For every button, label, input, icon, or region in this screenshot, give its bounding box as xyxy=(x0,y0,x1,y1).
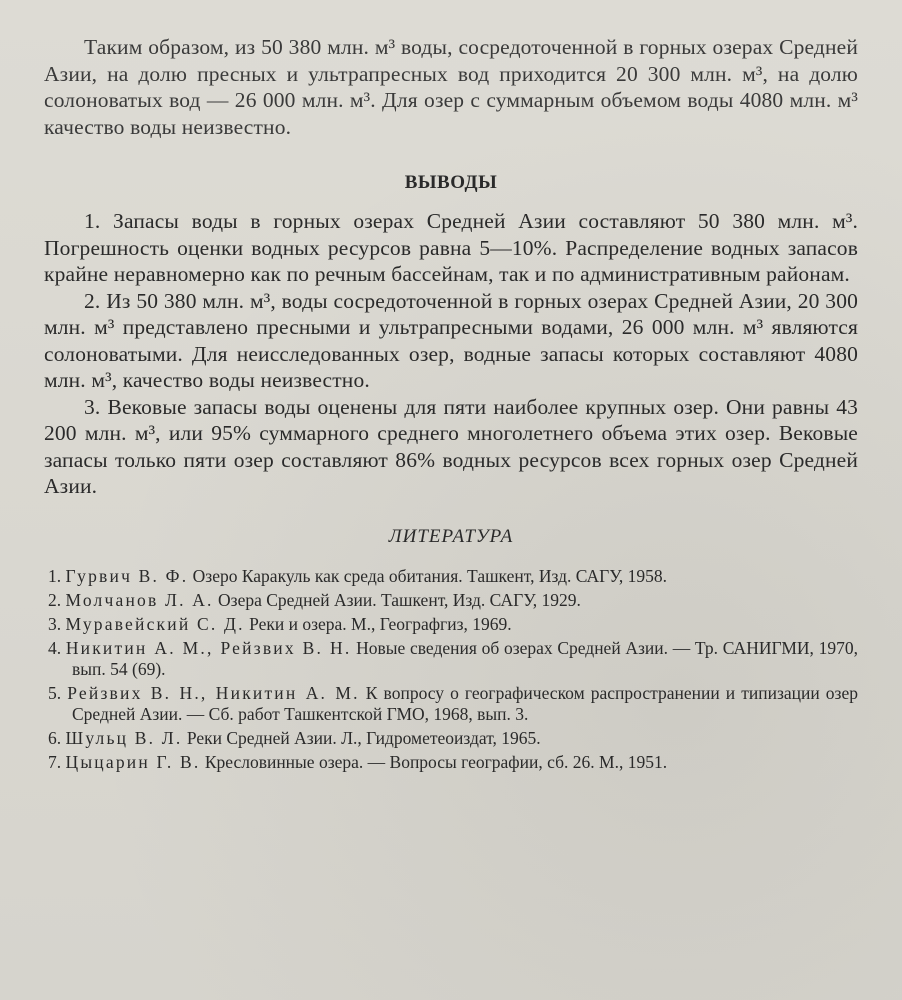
entry-number: 2. xyxy=(48,589,62,610)
entry-author: Гурвич В. Ф. xyxy=(65,565,189,586)
entry-text: Реки и озера. М., Географгиз, 1969. xyxy=(244,613,512,634)
intro-paragraph: Таким образом, из 50 380 млн. м³ воды, сосредоточенной в горных озерах Средней Азии, на долю пресных и ультрапресных вод приходится 20 300 млн. м³, на долю солоноватых вод — 26 000 млн. м³. Для озер с суммарным объемом воды 4080 млн. м³ качество воды неизвестно. xyxy=(44,35,858,139)
literature-heading: ЛИТЕРАТУРА xyxy=(388,525,514,547)
document-page xyxy=(44,34,858,776)
literature-entry xyxy=(44,590,858,611)
entry-text: Озера Средней Азии. Ташкент, Изд. САГУ, 1929. xyxy=(213,589,581,610)
literature-list xyxy=(44,566,858,773)
literature-entry xyxy=(44,638,858,680)
entry-text: Кресловинные озера. — Вопросы географии, сб. 26. М., 1951. xyxy=(200,751,668,772)
conclusion-item: 2. Из 50 380 млн. м³, воды сосредоточенной в горных озерах Средней Азии, 20 300 млн. м³ представлено пресными и ультрапресными водами, 26 000 млн. м³ являются солоноватыми. Для неисследованных озер, водные запасы которых составляют 4080 млн. м³, качество воды неизвестно. xyxy=(44,288,858,392)
entry-text: Реки Средней Азии. Л., Гидрометеоиздат, 1965. xyxy=(182,727,541,748)
entry-author: Никитин А. М., Рейзвих В. Н. xyxy=(65,637,352,658)
conclusion-item: 3. Вековые запасы воды оценены для пяти наиболее крупных озер. Они равны 43 200 млн. м³, или 95% суммарного среднего многолетнего объема этих озер. Вековые запасы только пяти озер составляют 86% водных ресурсов всех горных озер Средней Азии. xyxy=(44,394,858,498)
entry-text: Озеро Каракуль как среда обитания. Ташкент, Изд. САГУ, 1958. xyxy=(188,565,667,586)
entry-text: К вопросу о географическом распространении и типизации озер Средней Азии. — Сб. работ Ташкентской ГМО, 1968, вып. 3. xyxy=(72,682,858,724)
entry-number: 6. xyxy=(48,727,62,748)
entry-author: Цыцарин Г. В. xyxy=(65,751,201,772)
entry-number: 3. xyxy=(48,613,62,634)
literature-entry xyxy=(44,752,858,773)
entry-author: Муравейский С. Д. xyxy=(65,613,245,634)
entry-number: 4. xyxy=(48,637,62,658)
entry-author: Шульц В. Л. xyxy=(65,727,183,748)
literature-entry xyxy=(44,683,858,725)
entry-number: 7. xyxy=(48,751,62,772)
entry-number: 5. xyxy=(48,682,62,703)
literature-entry xyxy=(44,614,858,635)
conclusions-heading: ВЫВОДЫ xyxy=(404,172,498,193)
literature-entry xyxy=(44,728,858,749)
conclusion-item: 1. Запасы воды в горных озерах Средней Азии составляют 50 380 млн. м³. Погрешность оценки водных ресурсов равна 5—10%. Распределение водных запасов крайне неравномерно как по речным бассейнам, так и по административным районам. xyxy=(44,209,858,286)
entry-text: Новые сведения об озерах Средней Азии. — Тр. САНИГМИ, 1970, вып. 54 (69). xyxy=(72,637,858,679)
entry-author: Рейзвих В. Н., Никитин А. М. xyxy=(67,682,360,703)
entry-number: 1. xyxy=(48,565,62,586)
literature-entry xyxy=(44,566,858,587)
entry-author: Молчанов Л. А. xyxy=(65,589,214,610)
